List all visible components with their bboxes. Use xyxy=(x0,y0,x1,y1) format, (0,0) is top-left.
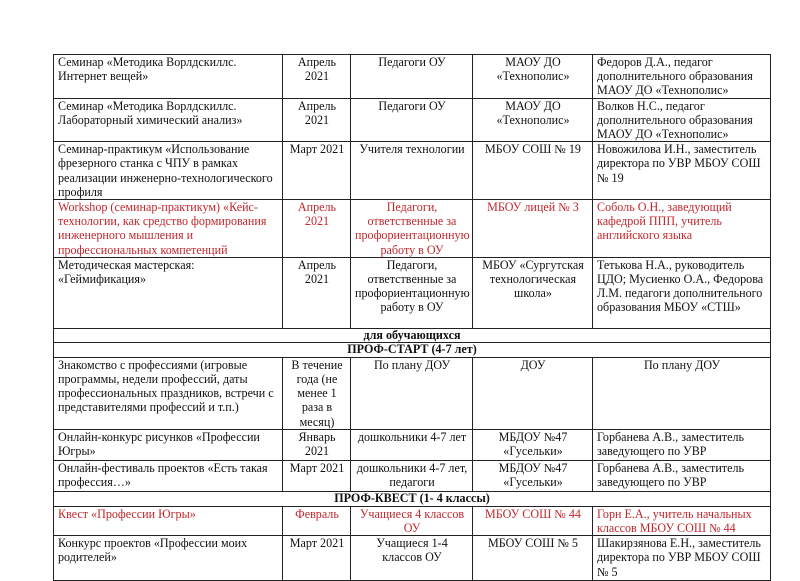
venue-cell: МБДОУ №47 «Гусельки» xyxy=(473,429,593,460)
participants-cell: Педагоги, ответственные за профориентационную работу в ОУ xyxy=(351,257,473,328)
table-row xyxy=(54,98,771,142)
table-row xyxy=(54,460,771,491)
date-cell: Апрель 2021 xyxy=(283,55,351,99)
event-cell: Квест «Профессии Югры» xyxy=(54,506,283,535)
table-row-highlighted xyxy=(54,200,771,258)
responsible-cell: Федоров Д.А., педагог дополнительного образования МАОУ ДО «Технополис» xyxy=(593,55,771,99)
responsible-cell: Тетькова Н.А., руководитель ЦДО; Мусиенко О.А., Федорова Л.М. педагоги дополнительного образования МБОУ «СТШ» xyxy=(593,257,771,328)
participants-cell: Учащиеся 1-4 классов ОУ xyxy=(351,536,473,581)
responsible-cell: Шакирзянова Е.Н., заместитель директора по УВР МБОУ СОШ № 5 xyxy=(593,536,771,581)
responsible-cell: По плану ДОУ xyxy=(593,357,771,429)
document-page xyxy=(53,54,770,581)
participants-cell: дошкольники 4-7 лет xyxy=(351,429,473,460)
responsible-cell: Горн Е.А., учитель начальных классов МБОУ СОШ № 44 xyxy=(593,506,771,535)
venue-cell: ДОУ xyxy=(473,357,593,429)
table-row xyxy=(54,357,771,429)
event-cell: Онлайн-конкурс рисунков «Профессии Югры» xyxy=(54,429,283,460)
event-cell: Workshop (семинар-практикум) «Кейс-технологии, как средство формирования инженерного мышления и профессиональных компетенций xyxy=(54,200,283,258)
table-row xyxy=(54,257,771,328)
section-heading-prof-quest: ПРОФ-КВЕСТ (1- 4 классы) xyxy=(54,491,771,506)
event-cell: Онлайн-фестиваль проектов «Есть такая профессия…» xyxy=(54,460,283,491)
participants-cell: По плану ДОУ xyxy=(351,357,473,429)
date-cell: Февраль xyxy=(283,506,351,535)
event-cell: Методическая мастерская: «Геймификация» xyxy=(54,257,283,328)
venue-cell: МАОУ ДО «Технополис» xyxy=(473,98,593,142)
responsible-cell: Новожилова И.Н., заместитель директора по УВР МБОУ СОШ № 19 xyxy=(593,142,771,200)
events-table xyxy=(53,54,771,581)
participants-cell: Педагоги ОУ xyxy=(351,98,473,142)
section-header-row xyxy=(54,342,771,357)
venue-cell: МБОУ СОШ № 19 xyxy=(473,142,593,200)
participants-cell: Педагоги, ответственные за профориентационную работу в ОУ xyxy=(351,200,473,258)
event-cell: Семинар-практикум «Использование фрезерного станка с ЧПУ в рамках реализации инженерно-технологического профиля xyxy=(54,142,283,200)
date-cell: Апрель 2021 xyxy=(283,98,351,142)
participants-cell: дошкольники 4-7 лет, педагоги xyxy=(351,460,473,491)
date-cell: Март 2021 xyxy=(283,460,351,491)
table-row xyxy=(54,536,771,581)
venue-cell: МБОУ «Сургутская технологическая школа» xyxy=(473,257,593,328)
participants-cell: Учащиеся 4 классов ОУ xyxy=(351,506,473,535)
table-row xyxy=(54,142,771,200)
section-heading-prof-start: ПРОФ-СТАРТ (4-7 лет) xyxy=(54,342,771,357)
section-heading-students: для обучающихся xyxy=(54,328,771,342)
section-header-row xyxy=(54,328,771,342)
venue-cell: МАОУ ДО «Технополис» xyxy=(473,55,593,99)
responsible-cell: Горбанева А.В., заместитель заведующего по УВР xyxy=(593,429,771,460)
table-row xyxy=(54,55,771,99)
date-cell: Март 2021 xyxy=(283,142,351,200)
date-cell: Апрель 2021 xyxy=(283,257,351,328)
venue-cell: МБОУ СОШ № 5 xyxy=(473,536,593,581)
section-header-row xyxy=(54,491,771,506)
participants-cell: Педагоги ОУ xyxy=(351,55,473,99)
venue-cell: МБОУ СОШ № 44 xyxy=(473,506,593,535)
date-cell: Апрель 2021 xyxy=(283,200,351,258)
venue-cell: МБДОУ №47 «Гусельки» xyxy=(473,460,593,491)
date-cell: Январь 2021 xyxy=(283,429,351,460)
responsible-cell: Соболь О.Н., заведующий кафедрой ППП, учитель английского языка xyxy=(593,200,771,258)
date-cell: Март 2021 xyxy=(283,536,351,581)
event-cell: Знакомство с профессиями (игровые программы, недели профессий, даты профессиональных праздников, встречи с представителями профессий и т.п.) xyxy=(54,357,283,429)
date-cell: В течение года (не менее 1 раза в месяц) xyxy=(283,357,351,429)
event-cell: Семинар «Методика Ворлдскиллс. Интернет вещей» xyxy=(54,55,283,99)
table-row xyxy=(54,429,771,460)
venue-cell: МБОУ лицей № 3 xyxy=(473,200,593,258)
event-cell: Конкурс проектов «Профессии моих родителей» xyxy=(54,536,283,581)
responsible-cell: Волков Н.С., педагог дополнительного образования МАОУ ДО «Технополис» xyxy=(593,98,771,142)
table-row-highlighted xyxy=(54,506,771,535)
event-cell: Семинар «Методика Ворлдскиллс. Лабораторный химический анализ» xyxy=(54,98,283,142)
participants-cell: Учителя технологии xyxy=(351,142,473,200)
responsible-cell: Горбанева А.В., заместитель заведующего по УВР xyxy=(593,460,771,491)
